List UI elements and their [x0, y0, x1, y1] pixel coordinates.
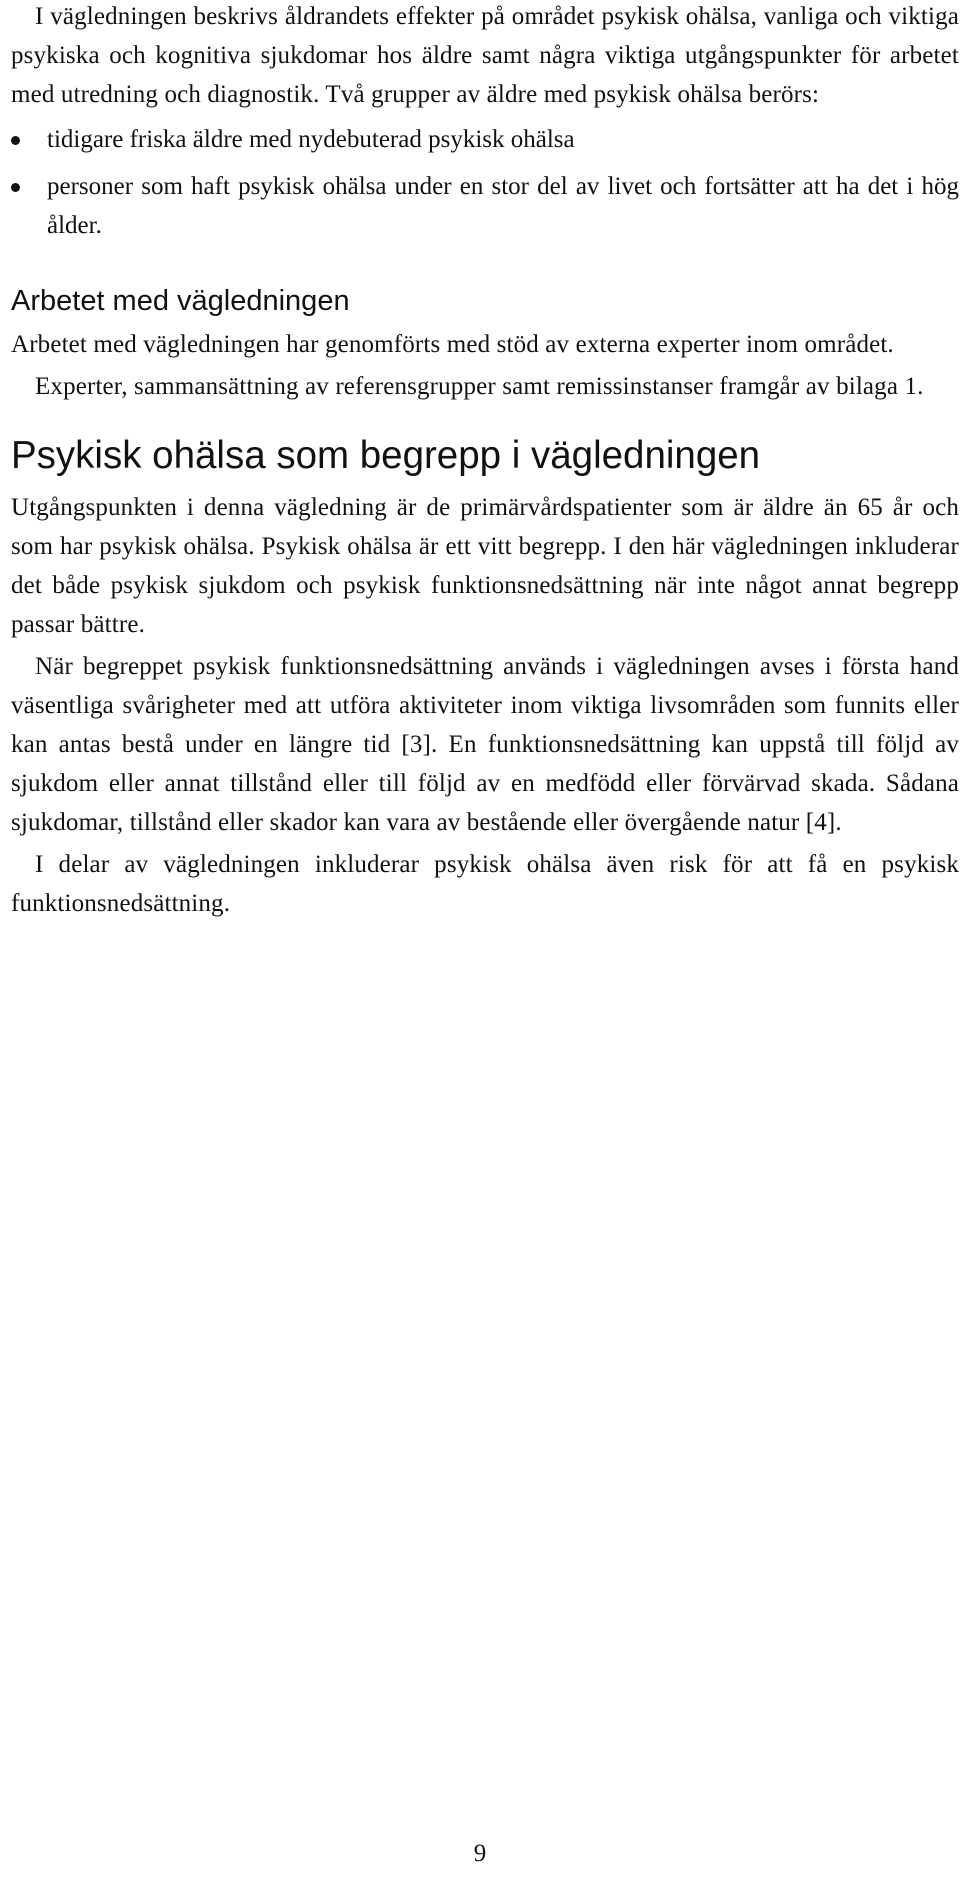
page-content	[11, 0, 959, 923]
section-heading-work: Arbetet med vägledningen	[11, 285, 350, 317]
list-item-text: tidigare friska äldre med nydebuterad psykisk ohälsa	[47, 126, 575, 153]
list-item	[11, 167, 959, 245]
intro-paragraph: I vägledningen beskrivs åldrandets effekter på området psykisk ohälsa, vanliga och viktiga psykiska och kognitiva sjukdomar hos äldre samt några viktiga utgångspunkter för arbetet med utredning och diagnostik. Två grupper av äldre med psykisk ohälsa berörs:	[11, 3, 959, 108]
section-work-paragraph-1: Arbetet med vägledningen har genomförts med stöd av externa experter inom området.	[11, 331, 894, 358]
page-number: 9	[473, 1840, 487, 1867]
section-heading-concept: Psykisk ohälsa som begrepp i vägledningen	[11, 434, 761, 477]
bullet-icon	[11, 183, 20, 192]
list-item-text: personer som haft psykisk ohälsa under en stor del av livet och fortsätter att ha det i hög ålder.	[47, 173, 959, 239]
target-groups-list	[11, 120, 959, 245]
section-concept-paragraph-3: I delar av vägledningen inkluderar psykisk ohälsa även risk för att få en psykisk funktionsnedsättning.	[11, 851, 959, 917]
list-item	[11, 120, 959, 159]
section-work-paragraph-2: Experter, sammansättning av referensgrupper samt remissinstanser framgår av bilaga 1.	[35, 373, 924, 400]
section-concept-paragraph-1: Utgångspunkten i denna vägledning är de primärvårdspatienter som är äldre än 65 år och som har psykisk ohälsa. Psykisk ohälsa är ett vitt begrepp. I den här vägledningen inkluderar det både psykisk sjukdom och psykisk funktionsnedsättning när inte något annat begrepp passar bättre.	[11, 494, 959, 638]
section-concept-paragraph-2: När begreppet psykisk funktionsnedsättning används i vägledningen avses i första hand väsentliga svårigheter med att utföra aktiviteter inom viktiga livsområden som funnits eller kan antas bestå under en längre tid [3]. En funktionsnedsättning kan uppstå till följd av sjukdom eller annat tillstånd eller till följd av en medfödd eller förvärvad skada. Sådana sjukdomar, tillstånd eller skador kan vara av bestående eller övergående natur [4].	[11, 653, 959, 836]
bullet-icon	[11, 136, 20, 145]
